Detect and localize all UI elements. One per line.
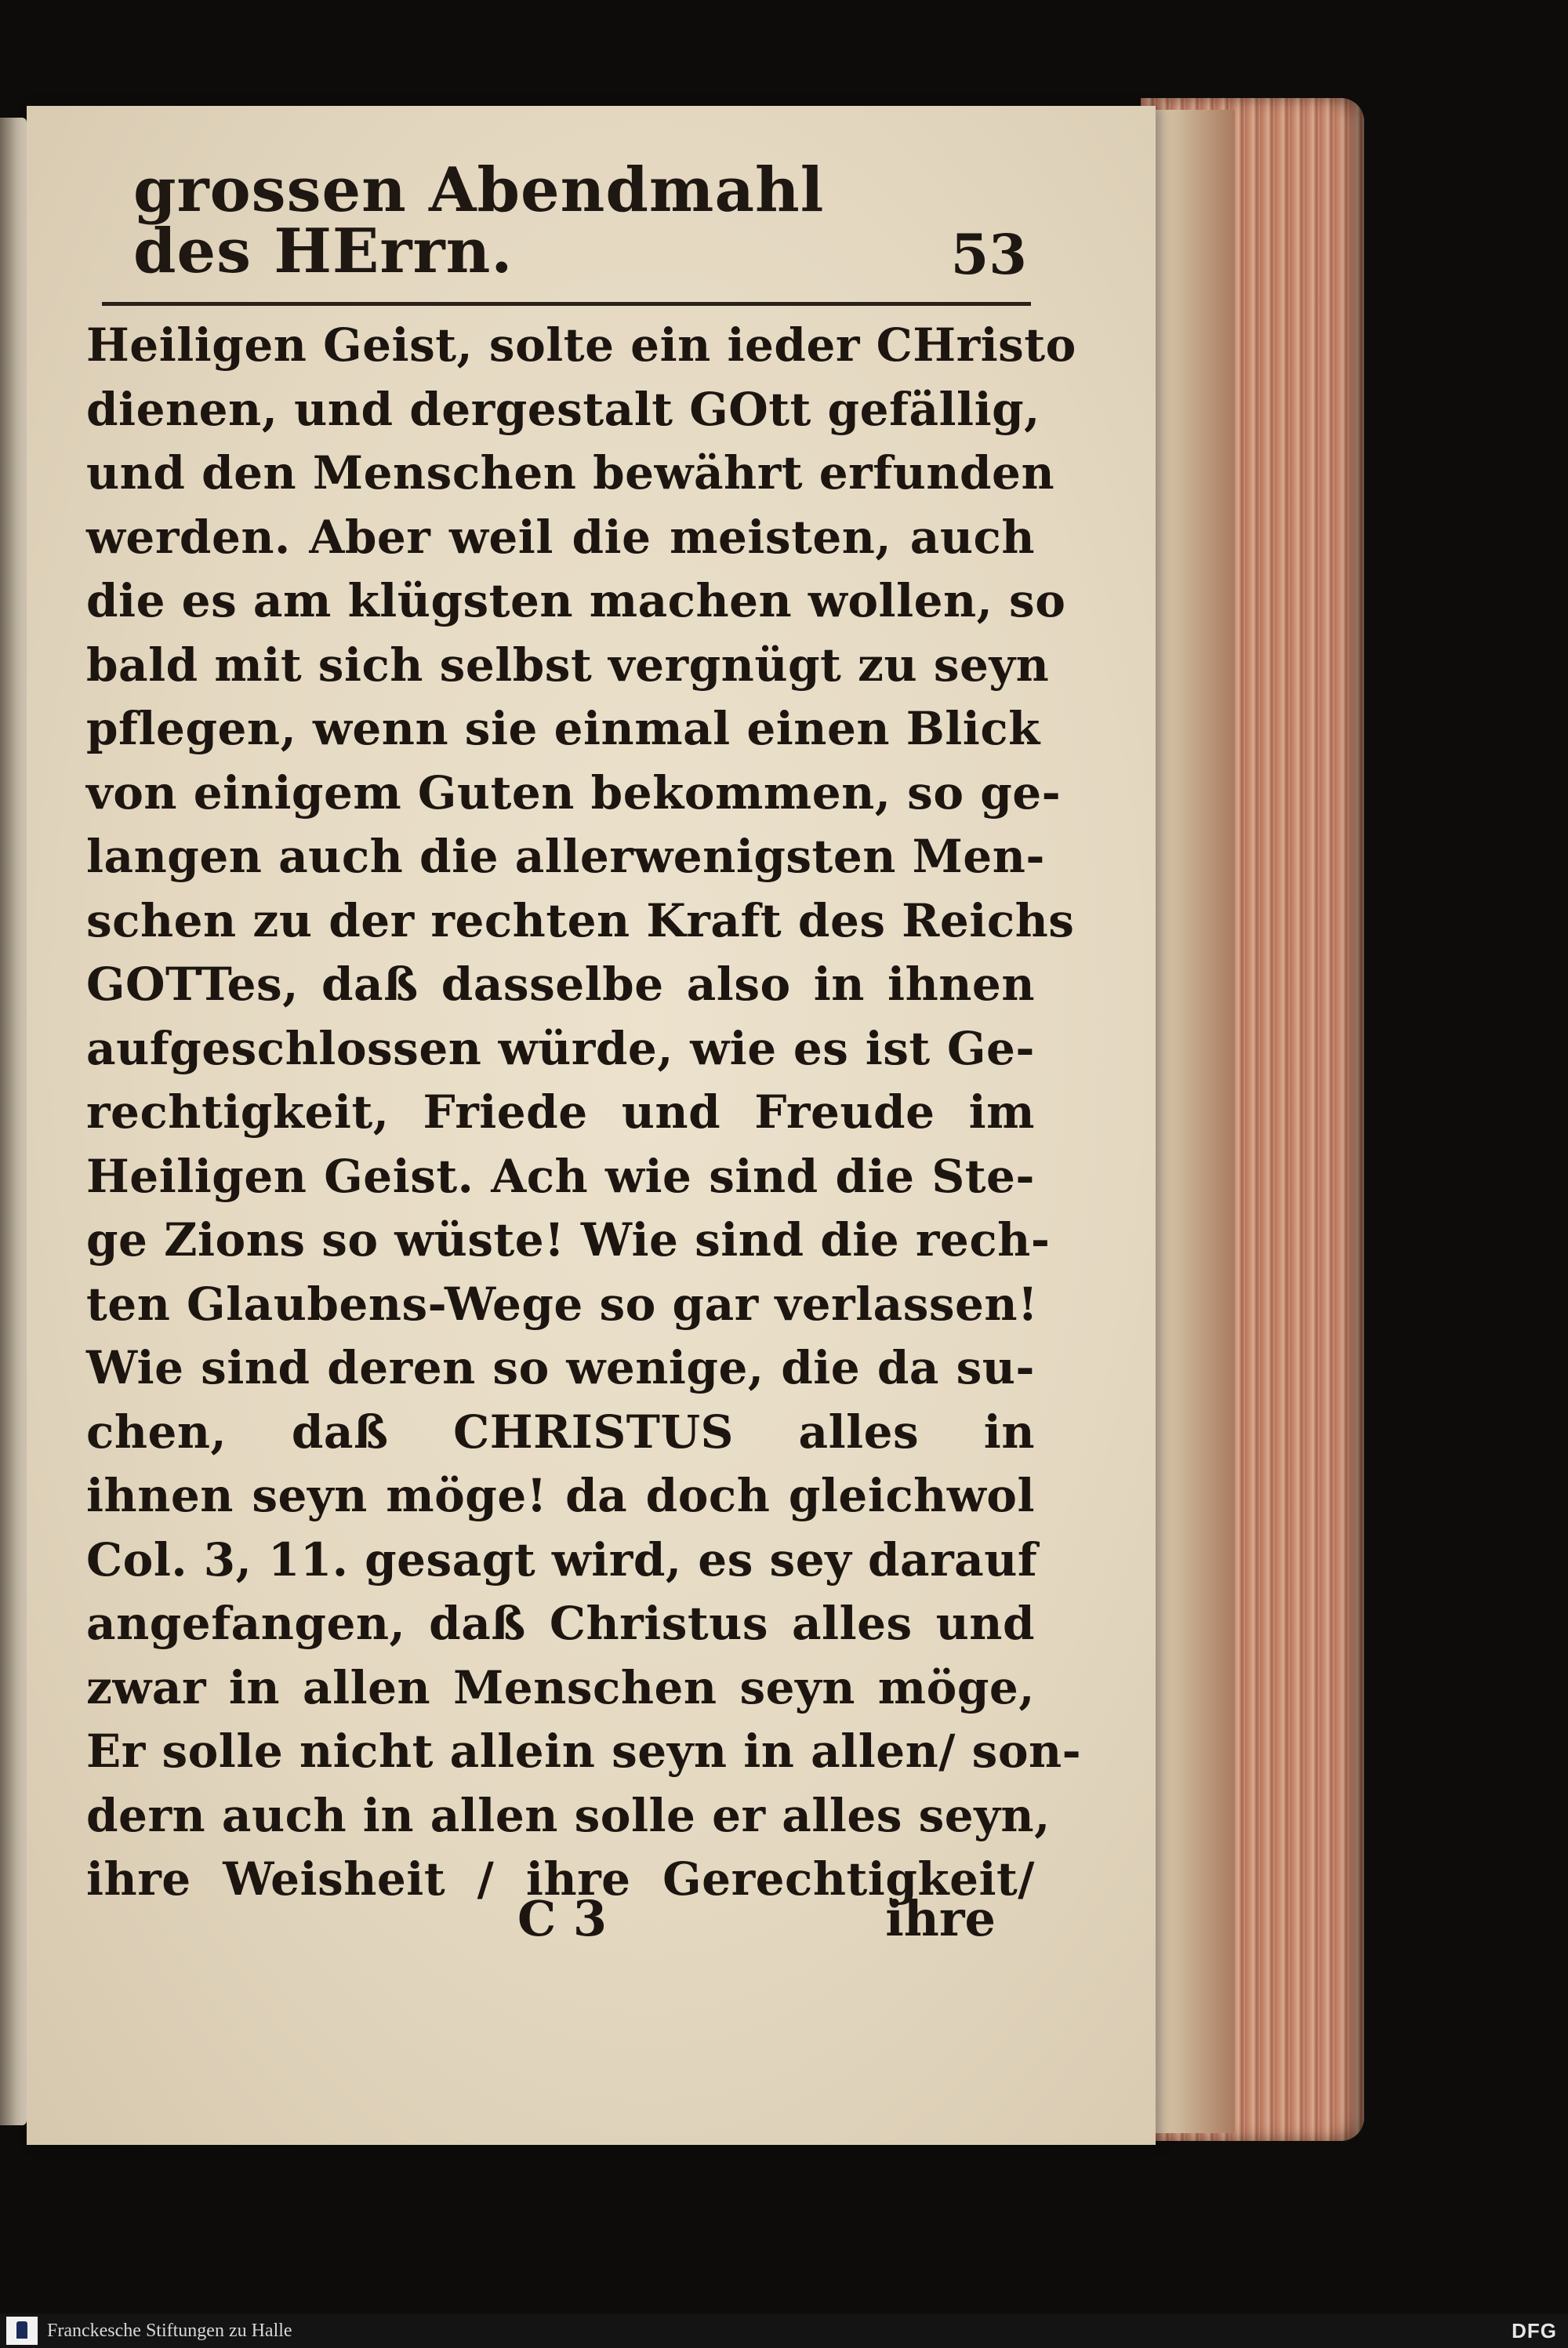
text-line: chen, daß CHRISTUS alles in [86,1405,1035,1459]
running-head [133,154,1027,287]
text-line: angefangen, daß Christus alles und [86,1597,1035,1650]
text-line: ihnen seyn möge! da doch gleichwol [86,1469,1035,1522]
page-foot [517,1890,996,1961]
dfg-logo: DFG [1512,2318,1557,2343]
text-line: GOTTes, daß dasselbe also in ihnen [86,958,1035,1011]
institution-name: Franckesche Stiftungen zu Halle [47,2320,292,2341]
text-line: dienen, und dergestalt GOtt gefällig, [86,382,1040,436]
text-line: ge Zions so wüste! Wie sind die rech- [86,1213,1051,1267]
text-line: rechtigkeit, Friede und Freude im [86,1085,1035,1139]
left-page-edge [0,118,27,2125]
text-line: bald mit sich selbst vergnügt zu seyn [86,638,1050,692]
body-text [86,314,1082,1912]
text-line: zwar in allen Menschen seyn möge, [86,1660,1035,1714]
page-number: 53 [950,222,1027,287]
footer-institution [0,2317,292,2345]
text-line: Col. 3, 11. gesagt wird, es sey darauf [86,1532,1038,1587]
text-line: Er solle nicht allein seyn in allen/ son- [86,1725,1082,1778]
text-line: dern auch in allen solle er alles seyn, [86,1788,1051,1842]
header-rule [102,302,1031,306]
text-line: die es am klügsten machen wollen, so [86,574,1066,627]
text-line: Heiligen Geist. Ach wie sind die Ste- [86,1149,1035,1203]
catchword: ihre [885,1890,996,1947]
viewer-footer [0,2313,1568,2348]
text-line: aufgeschlossen würde, wie es ist Ge- [86,1021,1035,1075]
text-line: ten Glaubens-Wege so gar verlassen! [86,1277,1039,1331]
text-line: und den Menschen bewährt erfunden [86,446,1055,500]
text-line: langen auch die allerwenigsten Men- [86,830,1045,883]
text-line: ihre Weisheit / ihre Gerechtigkeit/ [86,1852,1035,1906]
text-line: pflegen, wenn sie einmal einen Blick [86,702,1040,755]
text-line: werden. Aber weil die meisten, auch [86,510,1035,564]
text-line: Wie sind deren so wenige, die da su- [86,1341,1035,1394]
text-line: schen zu der rechten Kraft des Reichs [86,893,1075,947]
text-line: Heiligen Geist, solte ein ieder CHristo [86,318,1076,372]
institution-logo-icon [6,2317,38,2345]
text-line: von einigem Guten bekommen, so ge- [86,765,1062,820]
running-head-title: grossen Abendmahl des HErrn. [133,154,825,287]
signature-mark: C 3 [517,1890,608,1947]
